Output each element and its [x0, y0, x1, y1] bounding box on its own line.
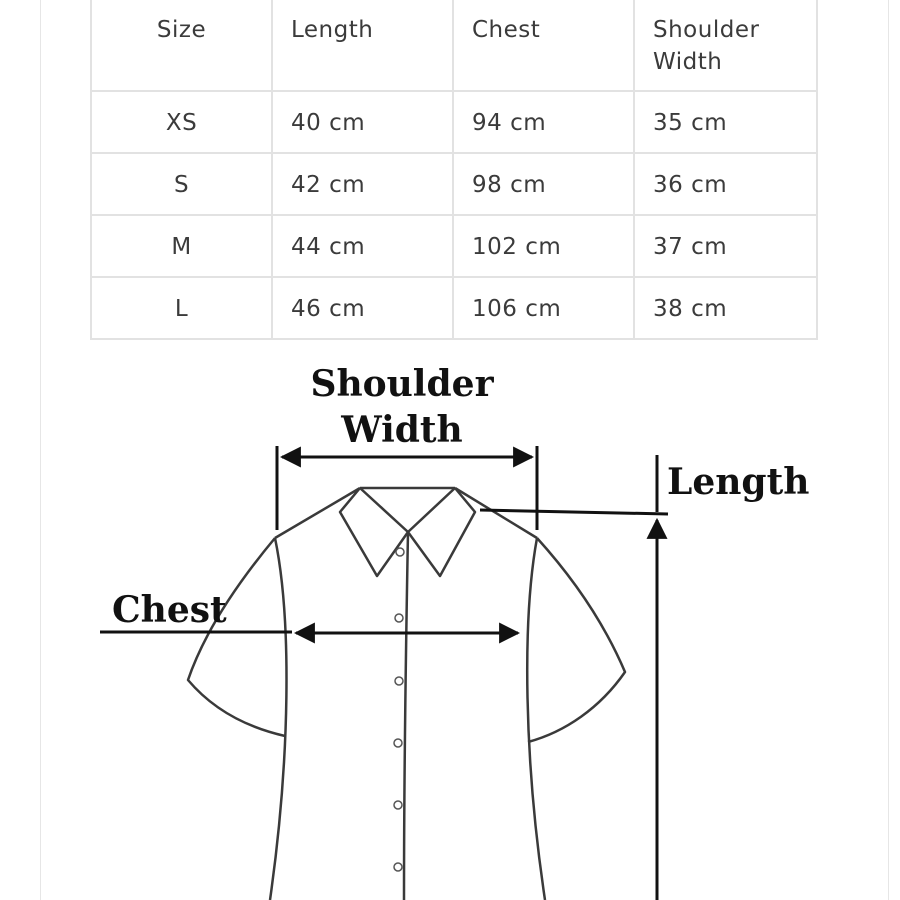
button-icon [396, 548, 404, 556]
header-length: Length [272, 0, 453, 91]
chest-label: Chest [112, 589, 227, 631]
cell-length: 46 cm [272, 277, 453, 339]
cell-chest: 102 cm [453, 215, 634, 277]
button-icon [394, 863, 402, 871]
cell-shoulder: 36 cm [634, 153, 817, 215]
button-icon [394, 801, 402, 809]
cell-size: XS [91, 91, 272, 153]
button-icon [395, 677, 403, 685]
shirt-outline [188, 488, 625, 900]
shirt-left-shoulder [275, 488, 360, 538]
cell-size: M [91, 215, 272, 277]
cell-size: L [91, 277, 272, 339]
cell-chest: 98 cm [453, 153, 634, 215]
shirt-collar-left [340, 488, 408, 576]
cell-chest: 106 cm [453, 277, 634, 339]
shirt-right-shoulder [455, 488, 537, 538]
header-chest: Chest [453, 0, 634, 91]
cell-length: 42 cm [272, 153, 453, 215]
cell-shoulder: 38 cm [634, 277, 817, 339]
header-size: Size [91, 0, 272, 91]
cell-chest: 94 cm [453, 91, 634, 153]
shirt-right-body [527, 538, 545, 900]
button-icon [394, 739, 402, 747]
shirt-left-body [270, 538, 286, 900]
header-shoulder-line1: Shoulder [653, 17, 760, 43]
button-icon [395, 614, 403, 622]
shirt-right-sleeve [528, 538, 625, 742]
shirt-left-sleeve [188, 538, 285, 736]
cell-length: 40 cm [272, 91, 453, 153]
chest-measure [100, 632, 518, 633]
header-shoulder-line2: Width [653, 49, 723, 75]
cell-size: S [91, 153, 272, 215]
shirt-collar-right [408, 488, 475, 576]
cell-length: 44 cm [272, 215, 453, 277]
shirt-buttons [394, 548, 404, 871]
shirt-placket [404, 532, 408, 900]
shoulder-label-line2: Width [341, 409, 463, 451]
cell-shoulder: 37 cm [634, 215, 817, 277]
length-top-line [480, 510, 668, 514]
cell-shoulder: 35 cm [634, 91, 817, 153]
length-label: Length [667, 461, 810, 503]
shoulder-label-line1: Shoulder [310, 363, 494, 405]
